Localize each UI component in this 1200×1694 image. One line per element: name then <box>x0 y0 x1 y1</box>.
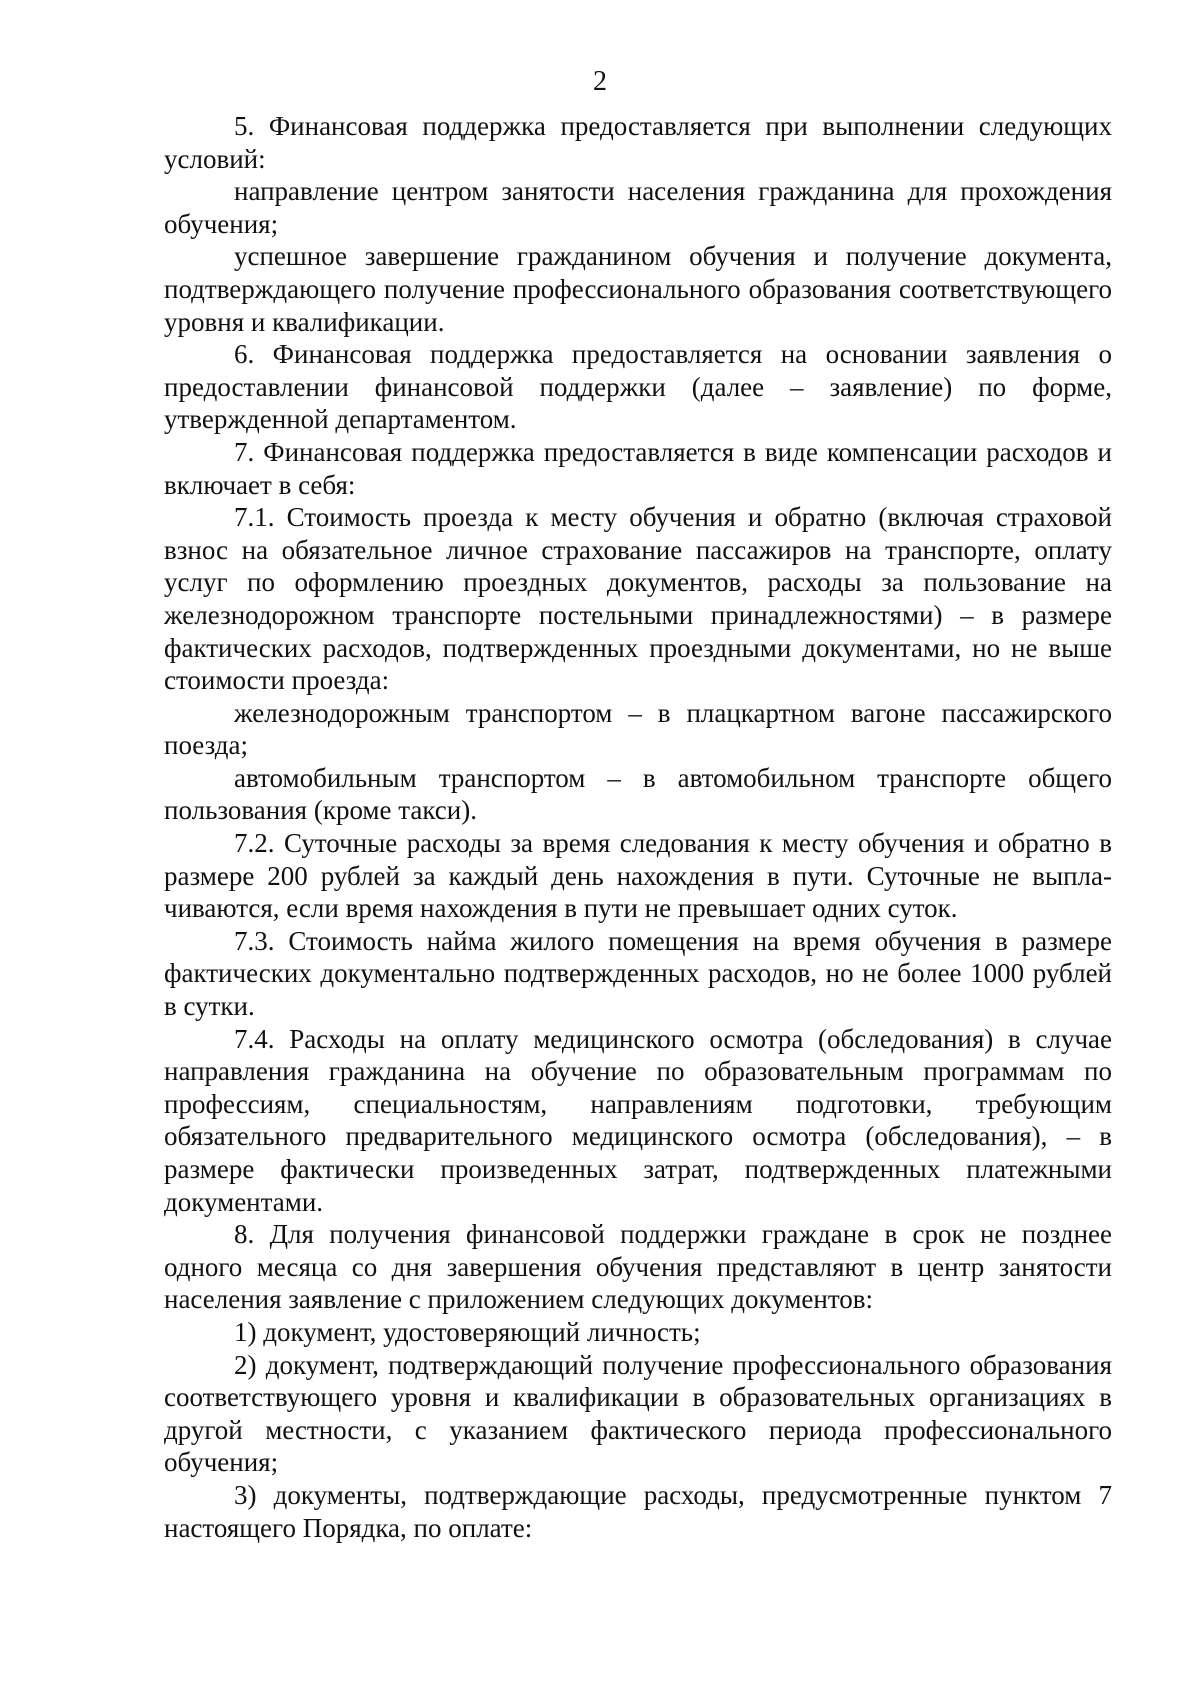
paragraph-item-6: 6. Финансовая поддержка предоставляется на основании заявления о предоставлении финансовой поддержки (далее – заявление) по форме, утвержденной департаментом. <box>164 339 1112 435</box>
paragraph-item-7-1: 7.1. Стоимость проезда к месту обучения и обратно (включая страховой взнос на обязательное личное страхование пассажиров на транспорте, оплату услуг по оформлению проездных документов, расходы за пользование на железнодорожном транспорте постельными принадлежностями) – в размере фактических расходов, подтвержденных проездными документами, но не выше стоимости проезда: <box>164 502 1112 696</box>
paragraph-condition-completion: успешное завершение гражданином обучения и получение документа, подтверждающего получение профессионального образования соответствующего уровня и квалификации. <box>164 241 1112 337</box>
paragraph-doc-2: 2) документ, подтверждающий получение профессионального образования соответствующего уровня и квалификации в образовательных организациях в другой местности, с указанием фактического периода профессионального обучения; <box>164 1349 1112 1478</box>
paragraph-rail-transport: железнодорожным транспортом – в плацкартном вагоне пассажирского поезда; <box>164 697 1112 761</box>
page-number: 2 <box>593 66 607 97</box>
paragraph-condition-referral: направление центром занятости населения гражданина для прохождения обучения; <box>164 176 1112 239</box>
paragraph-item-7-3: 7.3. Стоимость найма жилого помещения на время обучения в размере фактических документально подтвержденных расходов, но не более 1000 рублей в сутки. <box>164 925 1112 1022</box>
paragraph-road-transport: автомобильным транспортом – в автомобильном транспорте общего пользования (кроме такси). <box>164 762 1112 826</box>
paragraph-doc-3: 3) документы, подтверждающие расходы, предусмотренные пунктом 7 настоящего Порядка, по оплате: <box>164 1479 1112 1543</box>
paragraph-item-5: 5. Финансовая поддержка предоставляется при выполнении следующих условий: <box>164 111 1112 174</box>
paragraph-item-8: 8. Для получения финансовой поддержки граждане в срок не позднее одного месяца со дня завершения обучения представляют в центр занятости населения заявление с приложением следующих документов: <box>164 1219 1112 1315</box>
paragraph-doc-1: 1) документ, удостоверяющий личность; <box>234 1316 701 1347</box>
paragraph-item-7-2: 7.2. Суточные расходы за время следования к месту обучения и обратно в размере 200 рублей за каждый день нахождения в пути. Суточные не выплачиваются, если время нахождения в пути не превышает одних суток. <box>164 828 1112 924</box>
paragraph-item-7-4: 7.4. Расходы на оплату медицинского осмотра (обследования) в случае направления гражданина на обучение по образовательным программам по профессиям, специальностям, направлениям подготовки, требующим обязательного предварительного медицинского осмотра (обследования), – в размере фактически произведенных затрат, подтвержденных платежными документами. <box>164 1023 1112 1217</box>
paragraph-item-7: 7. Финансовая поддержка предоставляется в виде компенсации расходов и включает в себя: <box>164 436 1112 500</box>
document-body <box>164 110 1112 1544</box>
